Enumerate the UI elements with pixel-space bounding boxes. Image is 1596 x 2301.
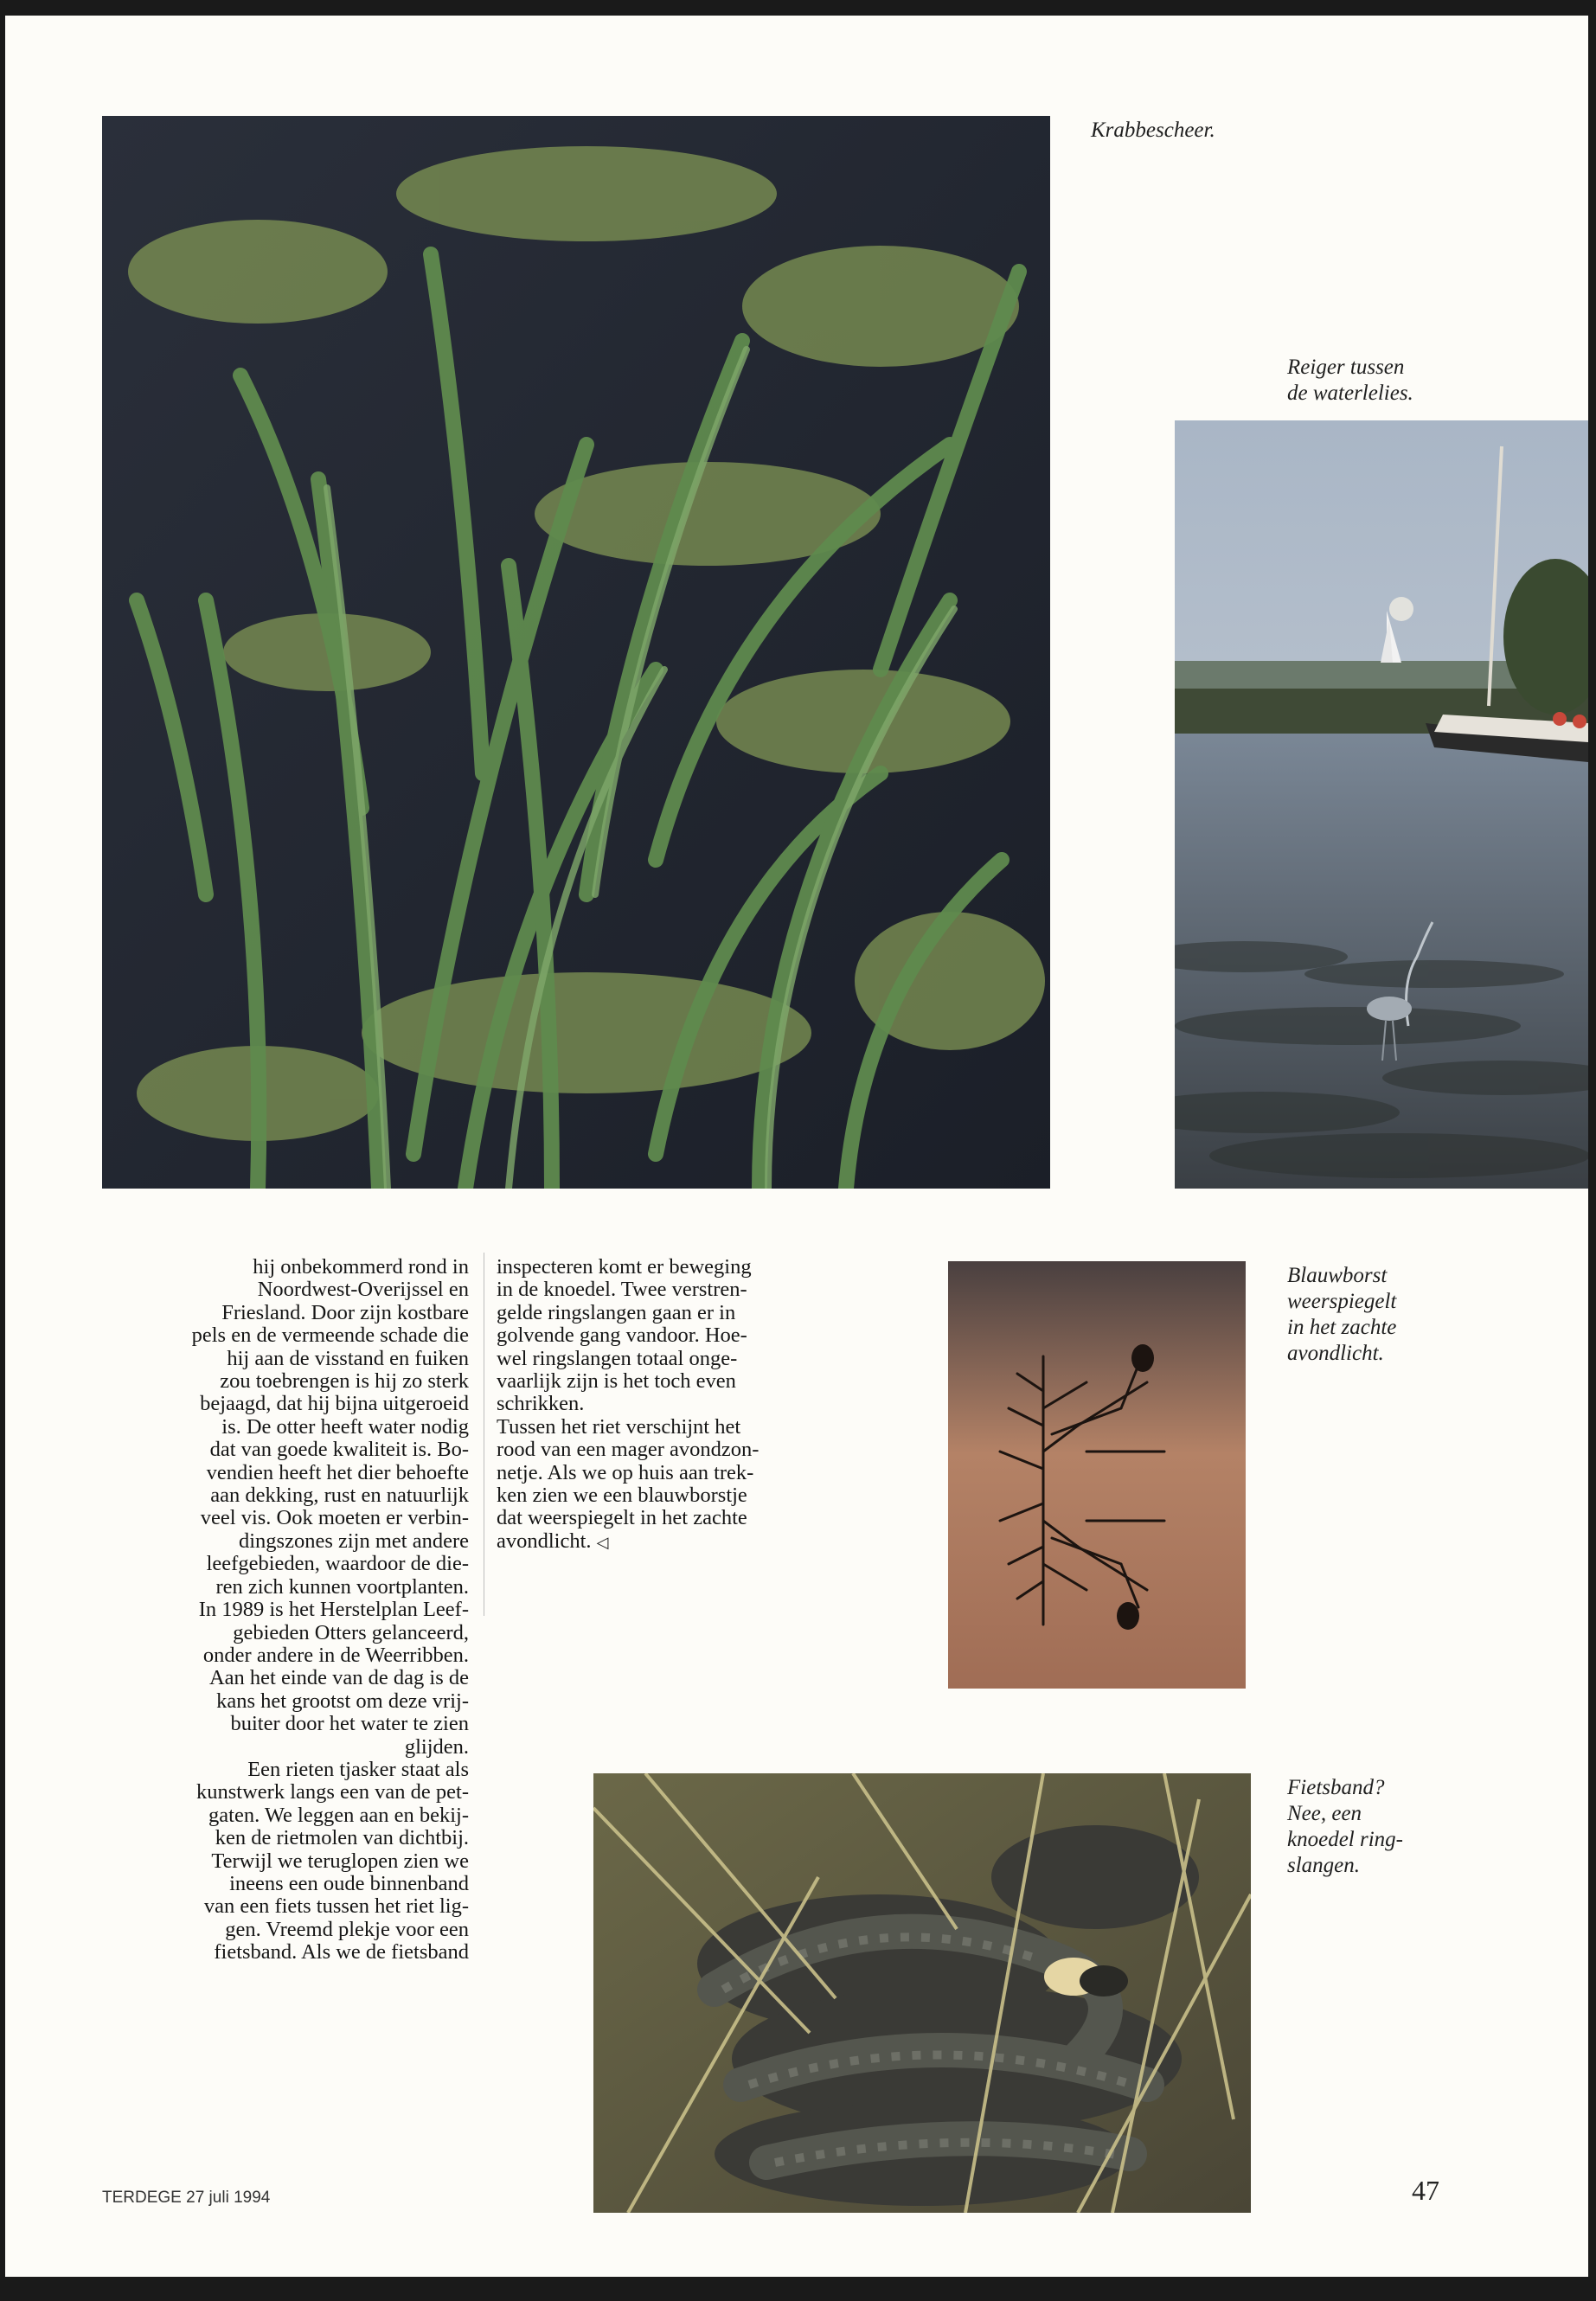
text-line: gaten. We leggen aan en bekij-: [208, 1803, 469, 1827]
text-line: leefgebieden, waardoor de die-: [206, 1552, 469, 1576]
text-line: onder andere in de Weerribben.: [202, 1643, 469, 1667]
caption-fietsband: [1287, 1775, 1403, 1879]
text-line: gen. Vreemd plekje voor een: [225, 1917, 469, 1941]
text-line: dingszones zijn met andere: [238, 1529, 469, 1553]
text-line: vendien heeft het dier behoefte: [206, 1460, 469, 1484]
caption-blauwborst: [1287, 1263, 1396, 1367]
text-line: [497, 1530, 843, 1554]
caption-reiger: [1287, 355, 1413, 407]
text-line: hij onbekommerd rond in: [253, 1255, 469, 1279]
article-column-mid: [497, 1256, 843, 1554]
photo-ringslangen: [593, 1773, 1251, 2213]
text-line: van een fiets tussen het riet lig-: [203, 1894, 469, 1919]
text-line: wel ringslangen totaal onge-: [497, 1346, 738, 1370]
text-line: Terwijl we teruglopen zien we: [211, 1849, 469, 1873]
page-number: 47: [1412, 2175, 1439, 2206]
text-line: gebieden Otters gelanceerd,: [233, 1620, 469, 1644]
text-line: bejaagd, dat hij bijna uitgeroeid: [200, 1392, 469, 1416]
caption-line: avondlicht.: [1287, 1342, 1384, 1365]
text-line: ineens een oude binnenband: [229, 1871, 469, 1895]
text-line: veel vis. Ook moeten er verbin-: [200, 1506, 469, 1530]
text-line: fietsband. Als we de fietsband: [214, 1940, 469, 1965]
photo-reiger: [1175, 420, 1588, 1189]
end-of-article-icon: ◁: [596, 1533, 609, 1551]
text-line: Een rieten tjasker staat als: [247, 1757, 469, 1781]
text-line: inspecteren komt er beweging: [497, 1255, 752, 1279]
caption-line: in het zachte: [1287, 1316, 1397, 1339]
text-line: glijden.: [404, 1734, 469, 1759]
text-line: gelde ringslangen gaan er in: [497, 1300, 736, 1324]
text-line: ren zich kunnen voortplanten.: [215, 1574, 469, 1599]
magazine-page: [5, 16, 1588, 2277]
caption-krabbescheer: [1091, 118, 1215, 144]
magazine-name: TERDEGE: [102, 2189, 182, 2207]
caption-line: knoedel ring-: [1287, 1828, 1403, 1851]
text-line: netje. Als we op huis aan trek-: [497, 1460, 754, 1484]
caption-line: Blauwborst: [1287, 1264, 1388, 1287]
photo-krabbescheer: [102, 116, 1050, 1189]
photo-blauwborst: [948, 1261, 1246, 1689]
text-line: Tussen het riet verschijnt het: [497, 1414, 741, 1439]
text-line: dat van goede kwaliteit is. Bo-: [209, 1438, 469, 1462]
text-line: ken zien we een blauwborstje: [497, 1484, 747, 1508]
text-line: dat weerspiegelt in het zachte: [497, 1506, 747, 1530]
text-line: is. De otter heeft water nodig: [221, 1414, 469, 1439]
text-line: kans het grootst om deze vrij-: [216, 1689, 469, 1713]
text-line: vaarlijk zijn is het toch even: [497, 1369, 736, 1394]
text-line: aan dekking, rust en natuurlijk: [210, 1484, 469, 1508]
caption-line: slangen.: [1287, 1854, 1361, 1877]
caption-line: de waterlelies.: [1287, 381, 1413, 405]
text-line: schrikken.: [497, 1392, 585, 1416]
text-line: pels en de vermeende schade die: [191, 1324, 469, 1348]
text-line: Aan het einde van de dag is de: [208, 1666, 469, 1690]
caption-line: Fietsband?: [1287, 1776, 1385, 1799]
text-line: zou toebrengen is hij zo sterk: [220, 1369, 469, 1394]
text-line: Noordwest-Overijssel en: [257, 1278, 469, 1302]
article-column-left: [109, 1256, 469, 1965]
text-line: ken de rietmolen van dichtbij.: [215, 1826, 469, 1850]
caption-line: Krabbescheer.: [1091, 119, 1215, 142]
text-line: golvende gang vandoor. Hoe-: [497, 1324, 747, 1348]
text-line: kunstwerk langs een van de pet-: [196, 1780, 469, 1804]
issue-date: 27 juli 1994: [186, 2189, 271, 2207]
caption-line: Reiger tussen: [1287, 356, 1405, 379]
text-line: in de knoedel. Twee verstren-: [497, 1278, 747, 1302]
text-line: buiter door het water te zien: [230, 1712, 469, 1736]
text-line: Friesland. Door zijn kostbare: [221, 1300, 469, 1324]
text-line: hij aan de visstand en fuiken: [227, 1346, 469, 1370]
caption-line: Nee, een: [1287, 1802, 1362, 1825]
text-line: rood van een mager avondzon-: [497, 1438, 760, 1462]
text-line-end: avondlicht.: [497, 1529, 592, 1553]
caption-line: weerspiegelt: [1287, 1290, 1397, 1313]
page-footer: [102, 2189, 270, 2208]
text-line: In 1989 is het Herstelplan Leef-: [198, 1598, 469, 1622]
